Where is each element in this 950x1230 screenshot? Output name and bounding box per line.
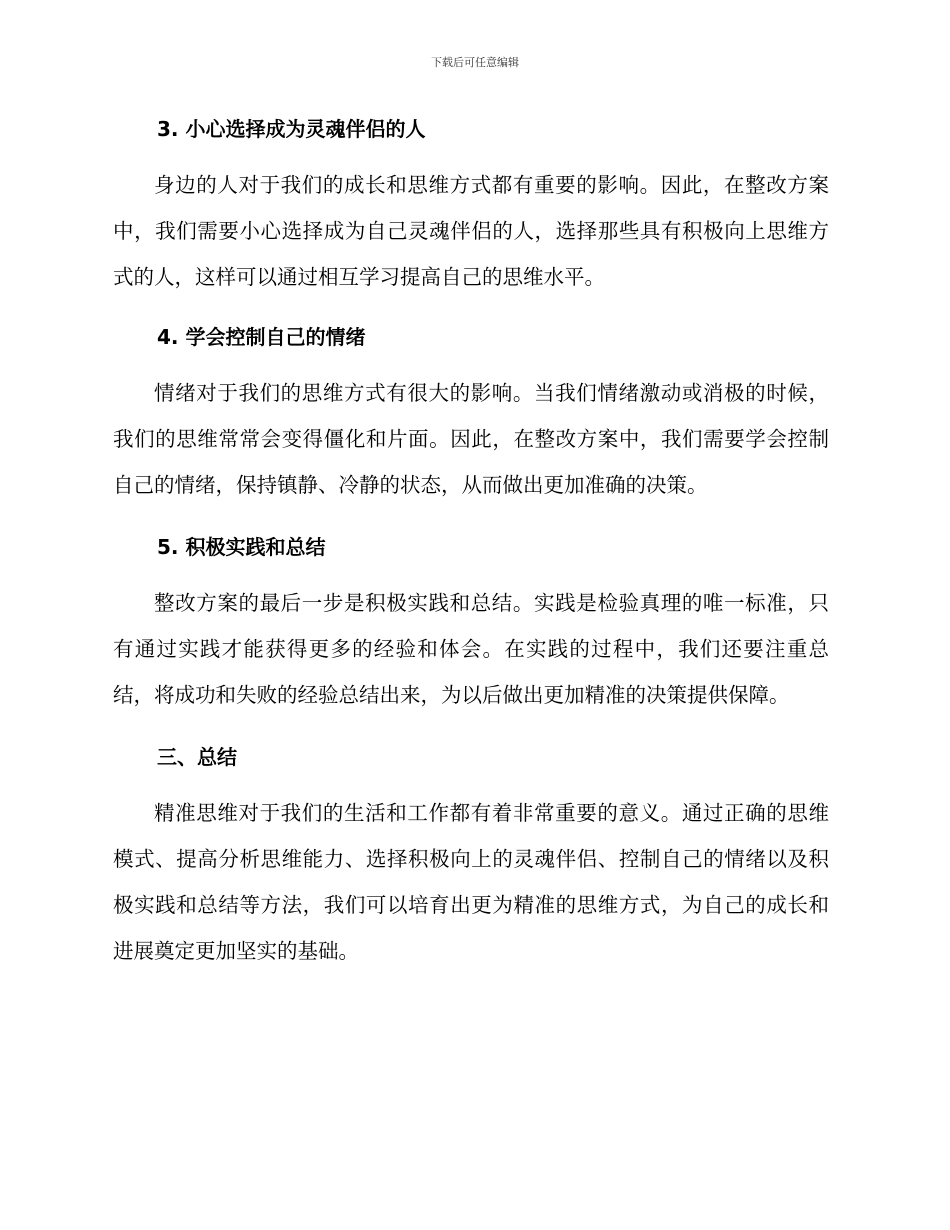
page-header-note: 下载后可任意编辑 bbox=[431, 56, 519, 69]
section-heading-control-emotions: 4. 学会控制自己的情绪 bbox=[157, 325, 366, 349]
section-paragraph-choose-soulmate: 身边的人对于我们的成长和思维方式都有重要的影响。因此，在整改方案中，我们需要小心选择成为自己灵魂伴侣的人，选择那些具有积极向上思维方式的人，这样可以通过相互学习提高自己的思维水平。 bbox=[113, 173, 829, 289]
section-paragraph-conclusion: 精准思维对于我们的生活和工作都有着非常重要的意义。通过正确的思维模式、提高分析思维能力、选择积极向上的灵魂伴侣、控制自己的情绪以及积极实践和总结等方法，我们可以培育出更为精准的思维方式，为自己的成长和进展奠定更加坚实的基础。 bbox=[113, 801, 829, 963]
section-heading-choose-soulmate: 3. 小心选择成为灵魂伴侣的人 bbox=[157, 117, 426, 141]
section-heading-practice-summarize: 5. 积极实践和总结 bbox=[157, 535, 326, 559]
document-body bbox=[113, 112, 829, 974]
section-paragraph-practice-summarize: 整改方案的最后一步是积极实践和总结。实践是检验真理的唯一标准，只有通过实践才能获得更多的经验和体会。在实践的过程中，我们还要注重总结，将成功和失败的经验总结出来，为以后做出更加精准的决策提供保障。 bbox=[113, 591, 829, 707]
section-heading-conclusion: 三、总结 bbox=[157, 745, 237, 769]
section-paragraph-control-emotions: 情绪对于我们的思维方式有很大的影响。当我们情绪激动或消极的时候，我们的思维常常会变得僵化和片面。因此，在整改方案中，我们需要学会控制自己的情绪，保持镇静、冷静的状态，从而做出更加准确的决策。 bbox=[113, 381, 829, 497]
